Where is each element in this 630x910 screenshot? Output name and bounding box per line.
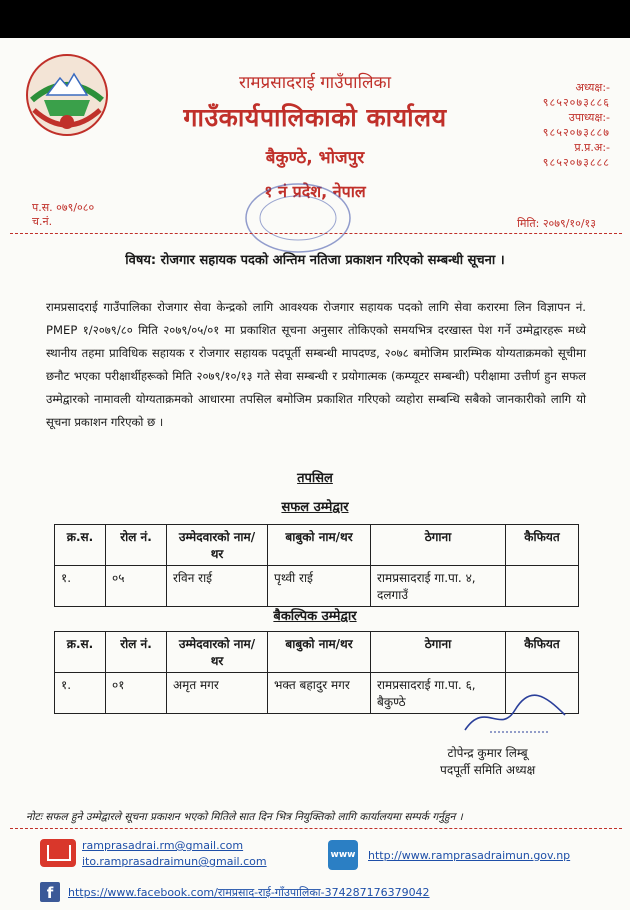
email-link[interactable]: ramprasadrai.rm@gmail.com — [82, 839, 244, 852]
table-cell — [506, 566, 579, 607]
table-cell: १. — [55, 673, 106, 714]
column-header: क्र.स. — [55, 632, 106, 673]
signatory-name: टोपेन्द्र कुमार लिम्बू — [447, 746, 528, 760]
office-name: गाउँकार्यपालिकाको कार्यालय — [183, 103, 447, 132]
column-header: रोल नं. — [106, 632, 167, 673]
www-globe-icon: www — [328, 840, 358, 870]
facebook-icon: f — [40, 882, 60, 902]
contact-number: ९८५२०७३८८८ — [542, 156, 610, 169]
footer-divider — [10, 828, 622, 829]
office-place: बैकुण्ठे, भोजपुर — [265, 148, 365, 168]
office-stamp-icon — [238, 178, 358, 258]
contact-label: उपाध्यक्ष:- — [568, 111, 610, 124]
contact-number: ९८५२०७३८८७ — [542, 126, 610, 139]
column-header: रोल नं. — [106, 525, 167, 566]
contact-number: ९८५२०७३८८६ — [542, 96, 610, 109]
table-cell: ०५ — [106, 566, 167, 607]
signatory — [440, 745, 535, 779]
column-header: ठेगाना — [371, 632, 506, 673]
column-header: ठेगाना — [371, 525, 506, 566]
contact-label: अध्यक्ष:- — [575, 81, 610, 94]
municipality-name: रामप्रसादराई गाउँपालिका — [239, 73, 391, 93]
column-header: बाबुको नाम/थर — [268, 525, 371, 566]
column-header: कैफियत — [506, 632, 579, 673]
contact-label: प्र.प्र.अ:- — [574, 141, 610, 154]
ref-ps: प.स. ०७९/०८० — [32, 201, 95, 214]
table-header-row — [55, 632, 579, 673]
table-cell: रामप्रसादराई गा.पा. ६, बैकुण्ठे — [371, 673, 506, 714]
table-cell: रामप्रसादराई गा.पा. ४, दलगाउँ — [371, 566, 506, 607]
column-header: उम्मेदवारको नाम/थर — [167, 632, 268, 673]
table-cell: भक्त बहादुर मगर — [268, 673, 371, 714]
footnote: नोटः सफल हुने उम्मेद्वारले सूचना प्रकाशन भएको मितिले सात दिन भित्र नियुक्तिको लागि कार्यालयमा सम्पर्क गर्नुहुन । — [26, 811, 463, 823]
signature-icon — [455, 690, 575, 740]
subject-line: विषय: रोजगार सहायक पदको अन्तिम नतिजा प्रकाशन गरिएको सम्बन्धी सूचना । — [125, 253, 505, 268]
successful-candidates-table — [54, 524, 579, 607]
body-paragraph: रामप्रसादराई गाउँपालिका रोजगार सेवा केन्द्रको लागि आवश्यक रोजगार सहायक पदको लागि सेवा करारमा लिन विज्ञापन नं. PMEP १/२०७९/८० मिति २०७९/०५/०१ मा प्रकाशित सूचना अनुसार तोकिएको समयभित्र दरखास्त पेश गर्ने उम्मेद्वारहरू मध्ये स्थानीय तहमा प्राविधिक सहायक र रोजगार सहायक पदपूर्ती सम्बन्धी मापदण्ड, २०७८ बमोजिम प्रारम्भिक योग्यताक्रमको सूचीमा छनौट भएका परीक्षार्थीहरूको मिति २०७९/१०/१३ गते सेवा सम्बन्धी र प्रयोगात्मक (कम्प्यूटर सम्बन्धी) परीक्षामा उत्तीर्ण हुन सफल उम्मेद्वारको नामावली योग्यताक्रमको आधारमा तपसिल बमोजिम प्रकाशित गरिएको व्यहोरा सम्बन्धि सबैको जानकारीको लागि यो सूचना प्रकाशन गरिएको छ । — [46, 300, 586, 429]
email-link[interactable]: ito.ramprasadraimun@gmail.com — [82, 855, 267, 868]
successful-heading: सफल उम्मेद्वार — [281, 500, 349, 515]
letter-date: मिति: २०७९/१०/१३ — [517, 217, 596, 230]
facebook-link[interactable]: https://www.facebook.com/रामप्रसाद-राई-गाँउपालिका-374287176379042 — [68, 886, 430, 899]
website-link[interactable]: http://www.ramprasadraimun.gov.np — [368, 849, 571, 862]
header-divider — [10, 233, 622, 234]
column-header: बाबुको नाम/थर — [268, 632, 371, 673]
office-province: १ नं प्रदेश, नेपाल — [264, 182, 366, 201]
table-cell: ०१ — [106, 673, 167, 714]
table-header-row — [55, 525, 579, 566]
table-cell: अमृत मगर — [167, 673, 268, 714]
tapasil-heading: तपसिल — [297, 471, 333, 486]
table-cell: १. — [55, 566, 106, 607]
gmail-icon — [40, 839, 76, 867]
table-row — [55, 566, 579, 607]
reference-number — [32, 201, 94, 229]
ref-chn: च.नं. — [32, 215, 53, 228]
alternate-heading: बैकल्पिक उम्मेद्वार — [273, 609, 357, 624]
signatory-title: पदपूर्ती समिति अध्यक्ष — [440, 763, 536, 777]
contact-numbers — [510, 80, 610, 170]
table-cell: पृथ्वी राई — [268, 566, 371, 607]
column-header: उम्मेदवारको नाम/थर — [167, 525, 268, 566]
column-header: कैफियत — [506, 525, 579, 566]
column-header: क्र.स. — [55, 525, 106, 566]
top-black-bar — [0, 0, 630, 38]
table-cell: रविन राई — [167, 566, 268, 607]
